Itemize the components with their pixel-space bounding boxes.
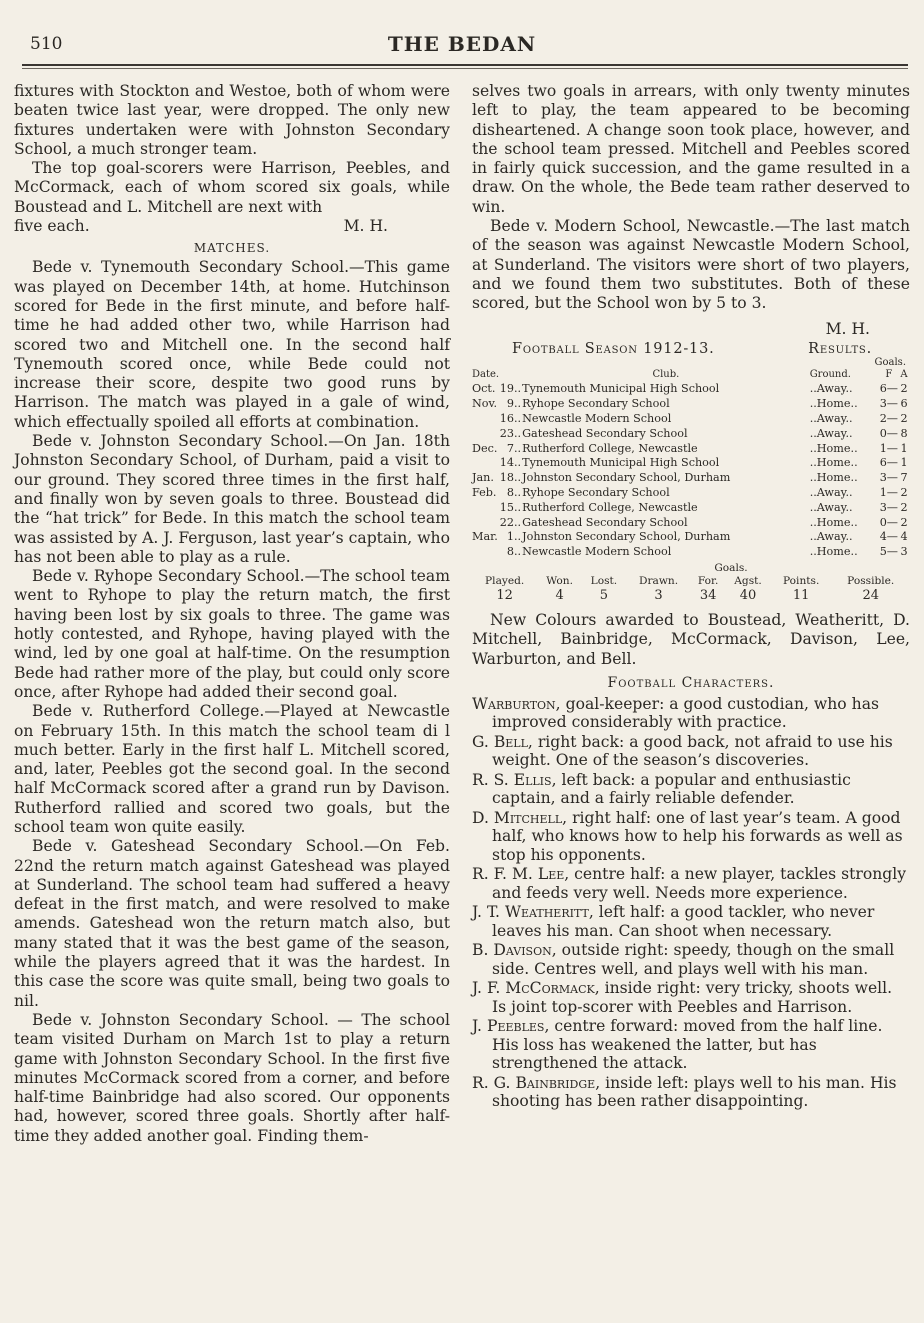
result-goals-against: 1 — [900, 456, 908, 470]
player-name: G. Bell, — [472, 732, 533, 751]
player-name: B. Davison, — [472, 941, 557, 960]
result-month — [472, 545, 499, 560]
result-club: Gateshead Secondary School — [522, 426, 688, 440]
right-column — [472, 82, 910, 1112]
result-day: 19.. — [499, 382, 522, 396]
player-name: J. Peebles, — [472, 1017, 550, 1036]
player-name: J. T. Weatheritt, — [472, 903, 594, 922]
goals-column-label: Goals. — [874, 356, 906, 368]
result-ground: ..Home.. — [809, 441, 858, 455]
result-goals-against: 3 — [900, 545, 908, 559]
match-report: Bede v. Johnston Secondary School.—On Jan. 18th Johnston Secondary School, of Durham, paid a visit to our ground. They scored three times in the first half, and finally won by seven goals to three. Boustead did the “hat trick” for Bede. In this match the school team was assisted by A. J. Ferguson, last year’s captain, who has not been able to play as a rule. — [14, 432, 450, 566]
match-report: Bede v. Rutherford College.—Played at Newcastle on February 15th. In this match the school team di l much better. Early in the first half L. Mitchell scored, and, later, Peebles got the second goal. In the second half McCormack scored after a grand run by Davison. Rutherford rallied and scored two goals, but the school team won quite easily. — [14, 702, 450, 836]
date-header: Date. — [472, 368, 500, 380]
result-day: 8.. — [506, 545, 522, 559]
results-table — [472, 368, 910, 560]
intro-signature: M. H. — [343, 217, 388, 236]
result-club: Ryhope Secondary School — [522, 485, 670, 499]
club-header: Club. — [652, 368, 680, 380]
player-name: R. F. M. Lee, — [472, 865, 570, 884]
result-day: 7.. — [506, 441, 522, 455]
player-description: inside right: very tricky, shoots well. Is joint top-scorer with Peebles and Harrison. — [492, 979, 893, 1016]
result-row — [472, 412, 910, 427]
result-ground: ..Home.. — [809, 515, 858, 529]
summary-value: 40 — [739, 587, 757, 603]
results-title-right: Results. — [808, 340, 872, 357]
result-goals-for: 2— — [879, 411, 898, 425]
result-day: 18.. — [499, 471, 522, 485]
result-club: Tynemouth Municipal High School — [522, 456, 720, 470]
matches-heading: MATCHES. — [193, 241, 271, 256]
player-character — [472, 903, 910, 940]
result-month: Jan. — [472, 471, 494, 485]
result-row — [472, 456, 910, 471]
result-month — [472, 412, 499, 427]
match-report: Bede v. Gateshead Secondary School.—On Feb. 22nd the return match against Gateshead was played at Sunderland. The school team had suffered a heavy defeat in the first match, and were resolved to make amends. Gateshead won the return match also, but many stated that it was the best game of the season, while the players agreed that it was the hardest. In this case the score was quite small, being two goals to nil. — [14, 837, 450, 1010]
agst-header: A — [900, 368, 908, 380]
result-row — [472, 471, 910, 486]
intro-paragraph: fixtures with Stockton and Westoe, both of whom were beaten twice last year, were dropped. The only new fixtures undertaken were with Johnston Secondary School, a much stronger team. — [14, 82, 450, 158]
player-name: R. G. Bainbridge, — [472, 1073, 601, 1092]
player-character — [472, 1017, 910, 1073]
match-report: Bede v. Ryhope Secondary School.—The school team went to Ryhope to play the return match, the first having been lost by six goals to three. The game was hotly contested, and Ryhope, having played with the wind, led by one goal at half-time. On the resumption Bede had rather more of the play, but could only score once, after Ryhope had added their second goal. — [14, 567, 450, 701]
match-report: Bede v. Johnston Secondary School. — The school team visited Durham on March 1st to play a return game with Johnston Secondary School. In the first five minutes McCormack scored from a corner, and before half-time Bainbridge had also scored. Our opponents had, however, scored three goals. Shortly after half-time they added another goal. Finding them- — [14, 1010, 450, 1145]
result-month: Dec. — [472, 441, 498, 455]
result-goals-for: 0— — [879, 426, 898, 440]
result-month — [472, 427, 499, 442]
summary-header: Drawn. — [638, 574, 679, 587]
player-description: right half: one of last year’s team. A good half, who knows how to help his forwards as well as stop his opponents. — [492, 808, 903, 864]
result-row — [472, 397, 910, 412]
player-character — [472, 771, 910, 808]
player-name: D. Mitchell, — [472, 808, 568, 827]
result-month: Feb. — [472, 485, 497, 499]
results-title-left: Football Season 1912-13. — [512, 340, 715, 357]
result-row — [472, 545, 910, 560]
header-rule-thin — [22, 68, 908, 69]
result-goals-against: 6 — [900, 397, 908, 411]
result-day: 14.. — [499, 456, 522, 470]
player-description: right back: a good back, not afraid to use his weight. One of the season’s discoveries. — [492, 732, 893, 770]
result-goals-for: 0— — [879, 515, 898, 529]
result-ground: ..Away.. — [809, 485, 853, 499]
result-goals-for: 6— — [879, 456, 898, 470]
player-character — [472, 695, 910, 732]
result-goals-against: 7 — [900, 471, 908, 485]
match-report-continuation: selves two goals in arrears, with only twenty minutes left to play, the team appeared to be becoming disheartened. A change soon took place, however, and the school team pressed. Mitchell and Peebles scored in fairly quick succession, and the game resulted in a draw. On the whole, the Bede team rather deserved to win. — [472, 82, 910, 216]
intro-last-words: five each. — [14, 217, 90, 236]
result-row — [472, 501, 910, 516]
result-goals-against: 2 — [900, 515, 908, 529]
result-club: Newcastle Modern School — [522, 545, 672, 559]
player-name: Warburton, — [472, 694, 561, 713]
result-goals-against: 1 — [900, 441, 908, 455]
result-ground: ..Home.. — [809, 397, 858, 411]
result-goals-against: 2 — [900, 500, 908, 514]
summary-header: Played. — [485, 574, 525, 587]
result-day: 1.. — [506, 530, 522, 544]
header-rule — [22, 64, 908, 66]
summary-header: Won. — [546, 574, 573, 587]
result-club: Rutherford College, Newcastle — [522, 500, 698, 514]
result-goals-for: 3— — [879, 397, 898, 411]
player-name: J. F. McCormack, — [472, 979, 600, 998]
season-summary — [472, 562, 910, 603]
result-day: 16.. — [499, 411, 522, 425]
player-description: left back: a popular and enthusiastic captain, and a fairly reliable defender. — [492, 770, 851, 808]
signature: M. H. — [825, 319, 870, 338]
result-club: Johnston Secondary School, Durham — [522, 471, 731, 485]
summary-header: Points. — [782, 574, 820, 587]
match-report: Bede v. Modern School, Newcastle.—The last match of the season was against Newcastle Modern School, at Sunderland. The visitors were short of two players, and we found them two substitutes. Both of these scored, but the School won by 5 to 3. — [472, 217, 910, 313]
player-description: centre forward: moved from the half line. His loss has weakened the latter, but has strengthened the attack. — [492, 1017, 883, 1073]
running-head: THE BEDAN — [387, 32, 537, 56]
summary-value: 11 — [792, 587, 810, 603]
result-month — [472, 516, 499, 531]
player-description: left half: a good tackler, who never leaves his man. Can shoot when necessary. — [492, 903, 875, 940]
result-goals-against: 2 — [900, 382, 908, 396]
result-month: Mar. — [472, 530, 498, 544]
summary-value: 5 — [599, 587, 609, 603]
player-description: goal-keeper: a good custodian, who has improved considerably with practice. — [492, 694, 879, 732]
for-header: F — [885, 368, 893, 380]
result-row — [472, 427, 910, 442]
player-character — [472, 1074, 910, 1111]
result-goals-against: 2 — [900, 411, 908, 425]
result-day: 9.. — [506, 397, 522, 411]
summary-values-row — [472, 588, 910, 603]
result-ground: ..Home.. — [809, 545, 858, 559]
player-character — [472, 979, 910, 1016]
result-club: Rutherford College, Newcastle — [522, 441, 698, 455]
result-row — [472, 382, 910, 397]
characters-list — [472, 695, 910, 1111]
results-title — [472, 341, 910, 357]
result-row — [472, 530, 910, 545]
result-ground: ..Away.. — [809, 500, 853, 514]
result-day: 23.. — [499, 426, 522, 440]
results-header-row — [472, 368, 910, 383]
result-ground: ..Away.. — [809, 382, 853, 396]
player-character — [472, 809, 910, 865]
result-month — [472, 456, 499, 471]
summary-value: 34 — [699, 587, 717, 603]
player-character — [472, 865, 910, 902]
result-ground: ..Home.. — [809, 456, 858, 470]
result-goals-for: 5— — [879, 545, 898, 559]
summary-header: Agst. — [734, 574, 762, 587]
intro-paragraph: The top goal-scorers were Harrison, Peebles, and McCormack, each of whom scored six goals, while Boustead and L. Mitchell are next with — [14, 159, 450, 216]
new-colours: New Colours awarded to Boustead, Weatheritt, D. Mitchell, Bainbridge, McCormack, Davison, Lee, Warburton, and Bell. — [472, 610, 910, 668]
result-goals-for: 3— — [879, 471, 898, 485]
result-club: Newcastle Modern School — [522, 411, 672, 425]
summary-value: 24 — [862, 587, 879, 603]
summary-value: 12 — [496, 587, 513, 603]
result-club: Ryhope Secondary School — [522, 397, 670, 411]
match-report: Bede v. Tynemouth Secondary School.—This game was played on December 14th, at home. Hutchinson scored for Bede in the first minute, and before half-time he had added other two, while Harrison had scored two and Mitchell one. In the second half Tynemouth scored once, while Bede could not increase their score, despite two good runs by Harrison. The match was played in a gale of wind, which effectually spoiled all efforts at combination. — [14, 258, 450, 431]
summary-value: 4 — [555, 587, 564, 603]
intro-last-line — [14, 217, 450, 236]
player-name: R. S. Ellis, — [472, 770, 557, 789]
result-ground: ..Home.. — [809, 471, 858, 485]
result-club: Gateshead Secondary School — [522, 515, 688, 529]
result-ground: ..Away.. — [809, 426, 853, 440]
result-month: Oct. — [472, 382, 496, 396]
result-ground: ..Away.. — [809, 530, 853, 544]
player-character — [472, 733, 910, 770]
player-description: centre half: a new player, tackles strongly and feeds very well. Needs more experience. — [492, 865, 907, 902]
result-row — [472, 486, 910, 501]
player-character — [472, 941, 910, 978]
result-day: 8.. — [506, 485, 522, 499]
result-row — [472, 442, 910, 457]
result-day: 15.. — [499, 500, 522, 514]
ground-header: Ground. — [809, 368, 851, 380]
player-description: outside right: speedy, though on the small side. Centres well, and plays well with his man. — [492, 941, 895, 978]
summary-header: For. — [697, 574, 719, 587]
summary-header: Possible. — [847, 574, 895, 587]
summary-header-row — [472, 575, 910, 588]
summary-goals-label: Goals. — [714, 561, 748, 574]
result-goals-for: 4— — [879, 530, 898, 544]
result-goals-against: 4 — [900, 530, 908, 544]
result-row — [472, 516, 910, 531]
results-body — [472, 382, 910, 560]
result-day: 22.. — [499, 515, 522, 529]
player-description: inside left: plays well to his man. His shooting has been rather disappointing. — [492, 1073, 897, 1111]
result-goals-for: 1— — [879, 485, 898, 499]
result-ground: ..Away.. — [809, 411, 853, 425]
result-month: Nov. — [472, 397, 498, 411]
page-number: 510 — [30, 34, 63, 54]
result-club: Johnston Secondary School, Durham — [522, 530, 731, 544]
result-goals-for: 6— — [879, 382, 898, 396]
result-goals-for: 3— — [879, 500, 898, 514]
summary-value: 3 — [654, 587, 663, 603]
result-goals-against: 2 — [900, 485, 908, 499]
left-column — [14, 82, 450, 1146]
characters-title: Football Characters. — [607, 674, 775, 691]
result-club: Tynemouth Municipal High School — [522, 382, 720, 396]
summary-header: Lost. — [590, 574, 618, 587]
result-goals-for: 1— — [879, 441, 898, 455]
result-goals-against: 8 — [900, 426, 908, 440]
result-month — [472, 501, 499, 516]
